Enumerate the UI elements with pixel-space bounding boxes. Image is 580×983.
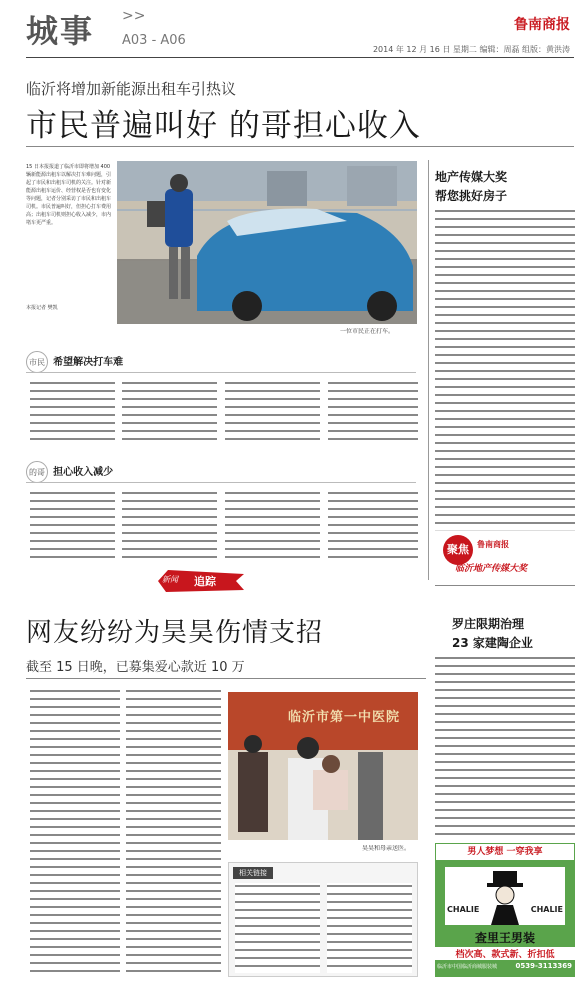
- header-rule: [26, 57, 574, 58]
- ad-name: 查里王男装: [474, 931, 535, 945]
- rc-a1-tag: [435, 530, 575, 580]
- rc-rule: [435, 585, 575, 586]
- sec2-rule: [26, 482, 416, 483]
- text-column: [122, 490, 217, 560]
- text-column: [30, 490, 115, 560]
- section-arrows: >>: [122, 8, 146, 24]
- chaplin-icon: [445, 867, 565, 925]
- newspaper-brand: 鲁南商报: [514, 17, 570, 33]
- text-column: [328, 380, 418, 442]
- ad-phone: 0539-3113369: [515, 962, 572, 970]
- related-links-title: 相关链接: [233, 867, 273, 879]
- sec1-badge: 市民: [26, 351, 48, 373]
- section-title: 城事: [26, 12, 95, 50]
- ad-slogan: 男人梦想 一穿我享: [435, 843, 575, 861]
- ad-brand2: CHALIE: [530, 905, 563, 914]
- sec1-title: 希望解决打车难: [53, 357, 124, 368]
- lead-title: 市民普遍叫好 的哥担心收入: [26, 108, 421, 144]
- art2-rule: [26, 678, 426, 679]
- hospital-photo: [228, 692, 418, 840]
- focus-sub: 鲁南商报: [477, 540, 509, 549]
- sec2-heading: [26, 460, 113, 483]
- lead-intro: 15 日本报报道了临沂市即将增加 400 辆新能源出租车以解决打车难问题，引起了市民和出租车司机的关注。针对新能源出租车运价、经营权是否也有变化等问题，记者分别采访了市民和出租车司机。市民普遍叫好，但担心打车费用高；出租车司机则担心收入减少，市内堵车更严重。: [26, 164, 112, 226]
- text-column: [327, 883, 412, 973]
- sec1-rule: [26, 372, 416, 373]
- related-links-box: [228, 862, 418, 977]
- rc-a2-title1: 罗庄限期治理: [452, 617, 525, 631]
- rc-a1-body: [435, 208, 575, 526]
- rc-a2-title2: 23 家建陶企业: [452, 636, 533, 650]
- text-column: [122, 380, 217, 442]
- text-column: [225, 380, 320, 442]
- ad-address: 临沂市中国临沂商城服装城: [437, 964, 498, 970]
- text-column: [126, 688, 221, 978]
- focus-line: 临沂地产传媒大奖: [455, 564, 528, 574]
- taxi-photo: [117, 161, 417, 324]
- banner-tracking: 追踪: [194, 575, 216, 588]
- lead-rule: [26, 146, 574, 147]
- issue-meta: 2014 年 12 月 16 日 星期二 编辑：周磊 组版：黄洪涛: [372, 45, 570, 54]
- text-column: [235, 883, 320, 973]
- ad-brand1: CHALIE: [447, 905, 480, 914]
- text-column: [225, 490, 320, 560]
- rc-a1-title2: 帮您挑好房子: [435, 189, 508, 203]
- lead-subtitle: 临沂将增加新能源出租车引热议: [26, 80, 237, 98]
- column-divider: [428, 160, 429, 580]
- ad-promo: 档次高、款式新、折扣低: [435, 947, 575, 960]
- text-column: [30, 688, 120, 978]
- art2-subtitle: 截至 15 日晚，已募集爱心款近 10 万: [26, 660, 245, 675]
- text-column: [328, 490, 418, 560]
- sec1-heading: [26, 350, 123, 373]
- news-tracking-banner: [156, 568, 246, 594]
- banner-news: 新闻: [162, 575, 178, 584]
- art2-photo-caption: 昊昊和母亲送医。: [362, 845, 411, 852]
- rc-a2-body: [435, 655, 575, 835]
- text-column: [30, 380, 115, 442]
- lead-byline: 本报记者 樊凯: [26, 305, 58, 311]
- art2-title: 网友纷纷为昊昊伤情支招: [26, 618, 324, 648]
- photo-caption: 一位市民正在打车。: [340, 328, 395, 335]
- rc-a1-title1: 地产传媒大奖: [435, 170, 508, 184]
- sec2-badge: 的哥: [26, 461, 48, 483]
- ad-logo-panel: [445, 867, 565, 925]
- page-range: A03 - A06: [122, 33, 186, 48]
- advertisement[interactable]: [435, 843, 575, 977]
- sec2-title: 担心收入减少: [53, 467, 114, 478]
- focus-badge: 聚焦: [443, 535, 473, 565]
- hospital-sign: 临沂市第一中医院: [288, 710, 401, 725]
